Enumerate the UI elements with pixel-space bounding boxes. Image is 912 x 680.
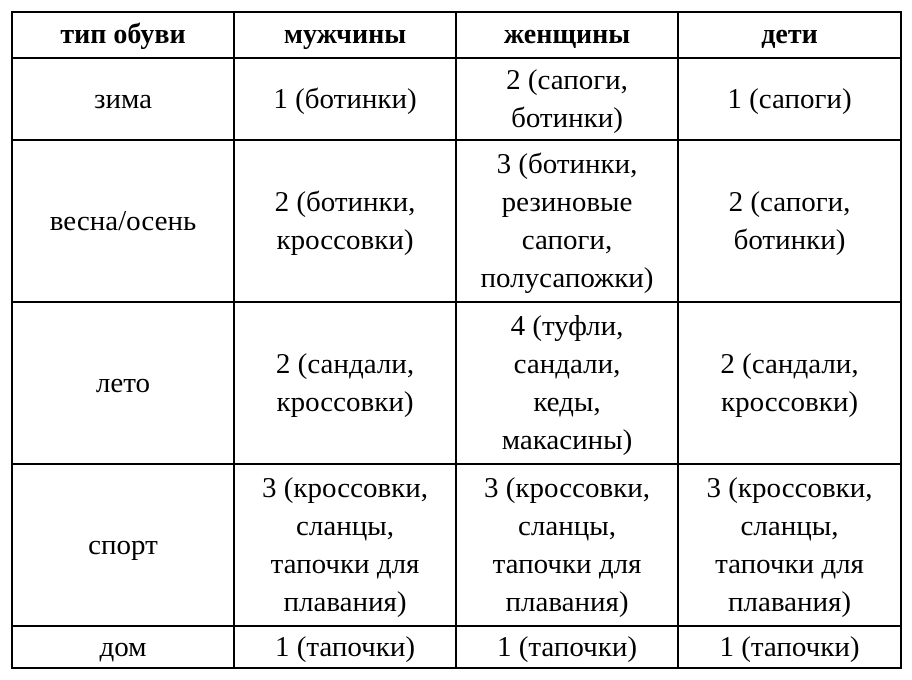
season-cell: спорт (12, 464, 234, 626)
header-shoe-type: тип обуви (12, 12, 234, 58)
men-cell (234, 464, 456, 626)
cell-line: сланцы, (740, 510, 839, 542)
cell-line: плавания) (283, 586, 407, 618)
men-cell (234, 302, 456, 464)
women-cell (456, 58, 678, 140)
cell-line: сланцы, (518, 510, 616, 542)
cell-line: 1 (ботинки) (273, 83, 417, 115)
women-cell (456, 626, 678, 668)
cell-line: 1 (тапочки) (719, 631, 860, 663)
table-row (12, 302, 901, 464)
cell-line: сланцы, (296, 510, 394, 542)
children-cell (678, 58, 901, 140)
season-cell: лето (12, 302, 234, 464)
women-cell (456, 140, 678, 302)
cell-line: 2 (сандали, (275, 348, 415, 380)
cell-line: плавания) (727, 586, 852, 618)
cell-line: кроссовки) (720, 386, 858, 418)
cell-line: макасины) (501, 424, 633, 456)
cell-line: 1 (сапоги) (727, 83, 852, 115)
season-cell: дом (12, 626, 234, 668)
men-cell (234, 140, 456, 302)
cell-line: кеды, (533, 386, 601, 418)
table-row (12, 140, 901, 302)
cell-line: 2 (ботинки, (274, 186, 416, 218)
children-cell (678, 302, 901, 464)
header-men: мужчины (234, 12, 456, 58)
cell-line: 2 (сапоги, (506, 64, 628, 96)
children-cell (678, 626, 901, 668)
footwear-table (11, 11, 902, 669)
cell-line: ботинки) (511, 102, 623, 134)
cell-line: плавания) (505, 586, 629, 618)
cell-line: 3 (кроссовки, (706, 472, 873, 504)
cell-line: кроссовки) (276, 224, 414, 256)
cell-line: тапочки для (492, 548, 642, 580)
men-cell (234, 626, 456, 668)
cell-line: 2 (сандали, (720, 348, 859, 380)
cell-line: 1 (тапочки) (274, 631, 416, 663)
cell-line: 3 (кроссовки, (483, 472, 650, 504)
cell-line: сапоги, (521, 224, 613, 256)
cell-line: резиновые (501, 186, 633, 218)
cell-line: полусапожки) (480, 262, 654, 294)
table-header-row (12, 12, 901, 58)
table-row (12, 464, 901, 626)
women-cell (456, 302, 678, 464)
cell-line: ботинки) (733, 224, 846, 256)
cell-line: 2 (сапоги, (728, 186, 851, 218)
table-row (12, 58, 901, 140)
season-cell: весна/осень (12, 140, 234, 302)
header-children: дети (678, 12, 901, 58)
women-cell (456, 464, 678, 626)
season-cell: зима (12, 58, 234, 140)
children-cell (678, 140, 901, 302)
table-row (12, 626, 901, 668)
cell-line: тапочки для (270, 548, 420, 580)
header-women: женщины (456, 12, 678, 58)
children-cell (678, 464, 901, 626)
cell-line: 4 (туфли, (510, 310, 624, 342)
cell-line: тапочки для (715, 548, 864, 580)
cell-line: 3 (ботинки, (496, 148, 638, 180)
cell-line: кроссовки) (276, 386, 414, 418)
cell-line: 1 (тапочки) (496, 631, 638, 663)
cell-line: сандали, (513, 348, 621, 380)
men-cell (234, 58, 456, 140)
cell-line: 3 (кроссовки, (261, 472, 428, 504)
